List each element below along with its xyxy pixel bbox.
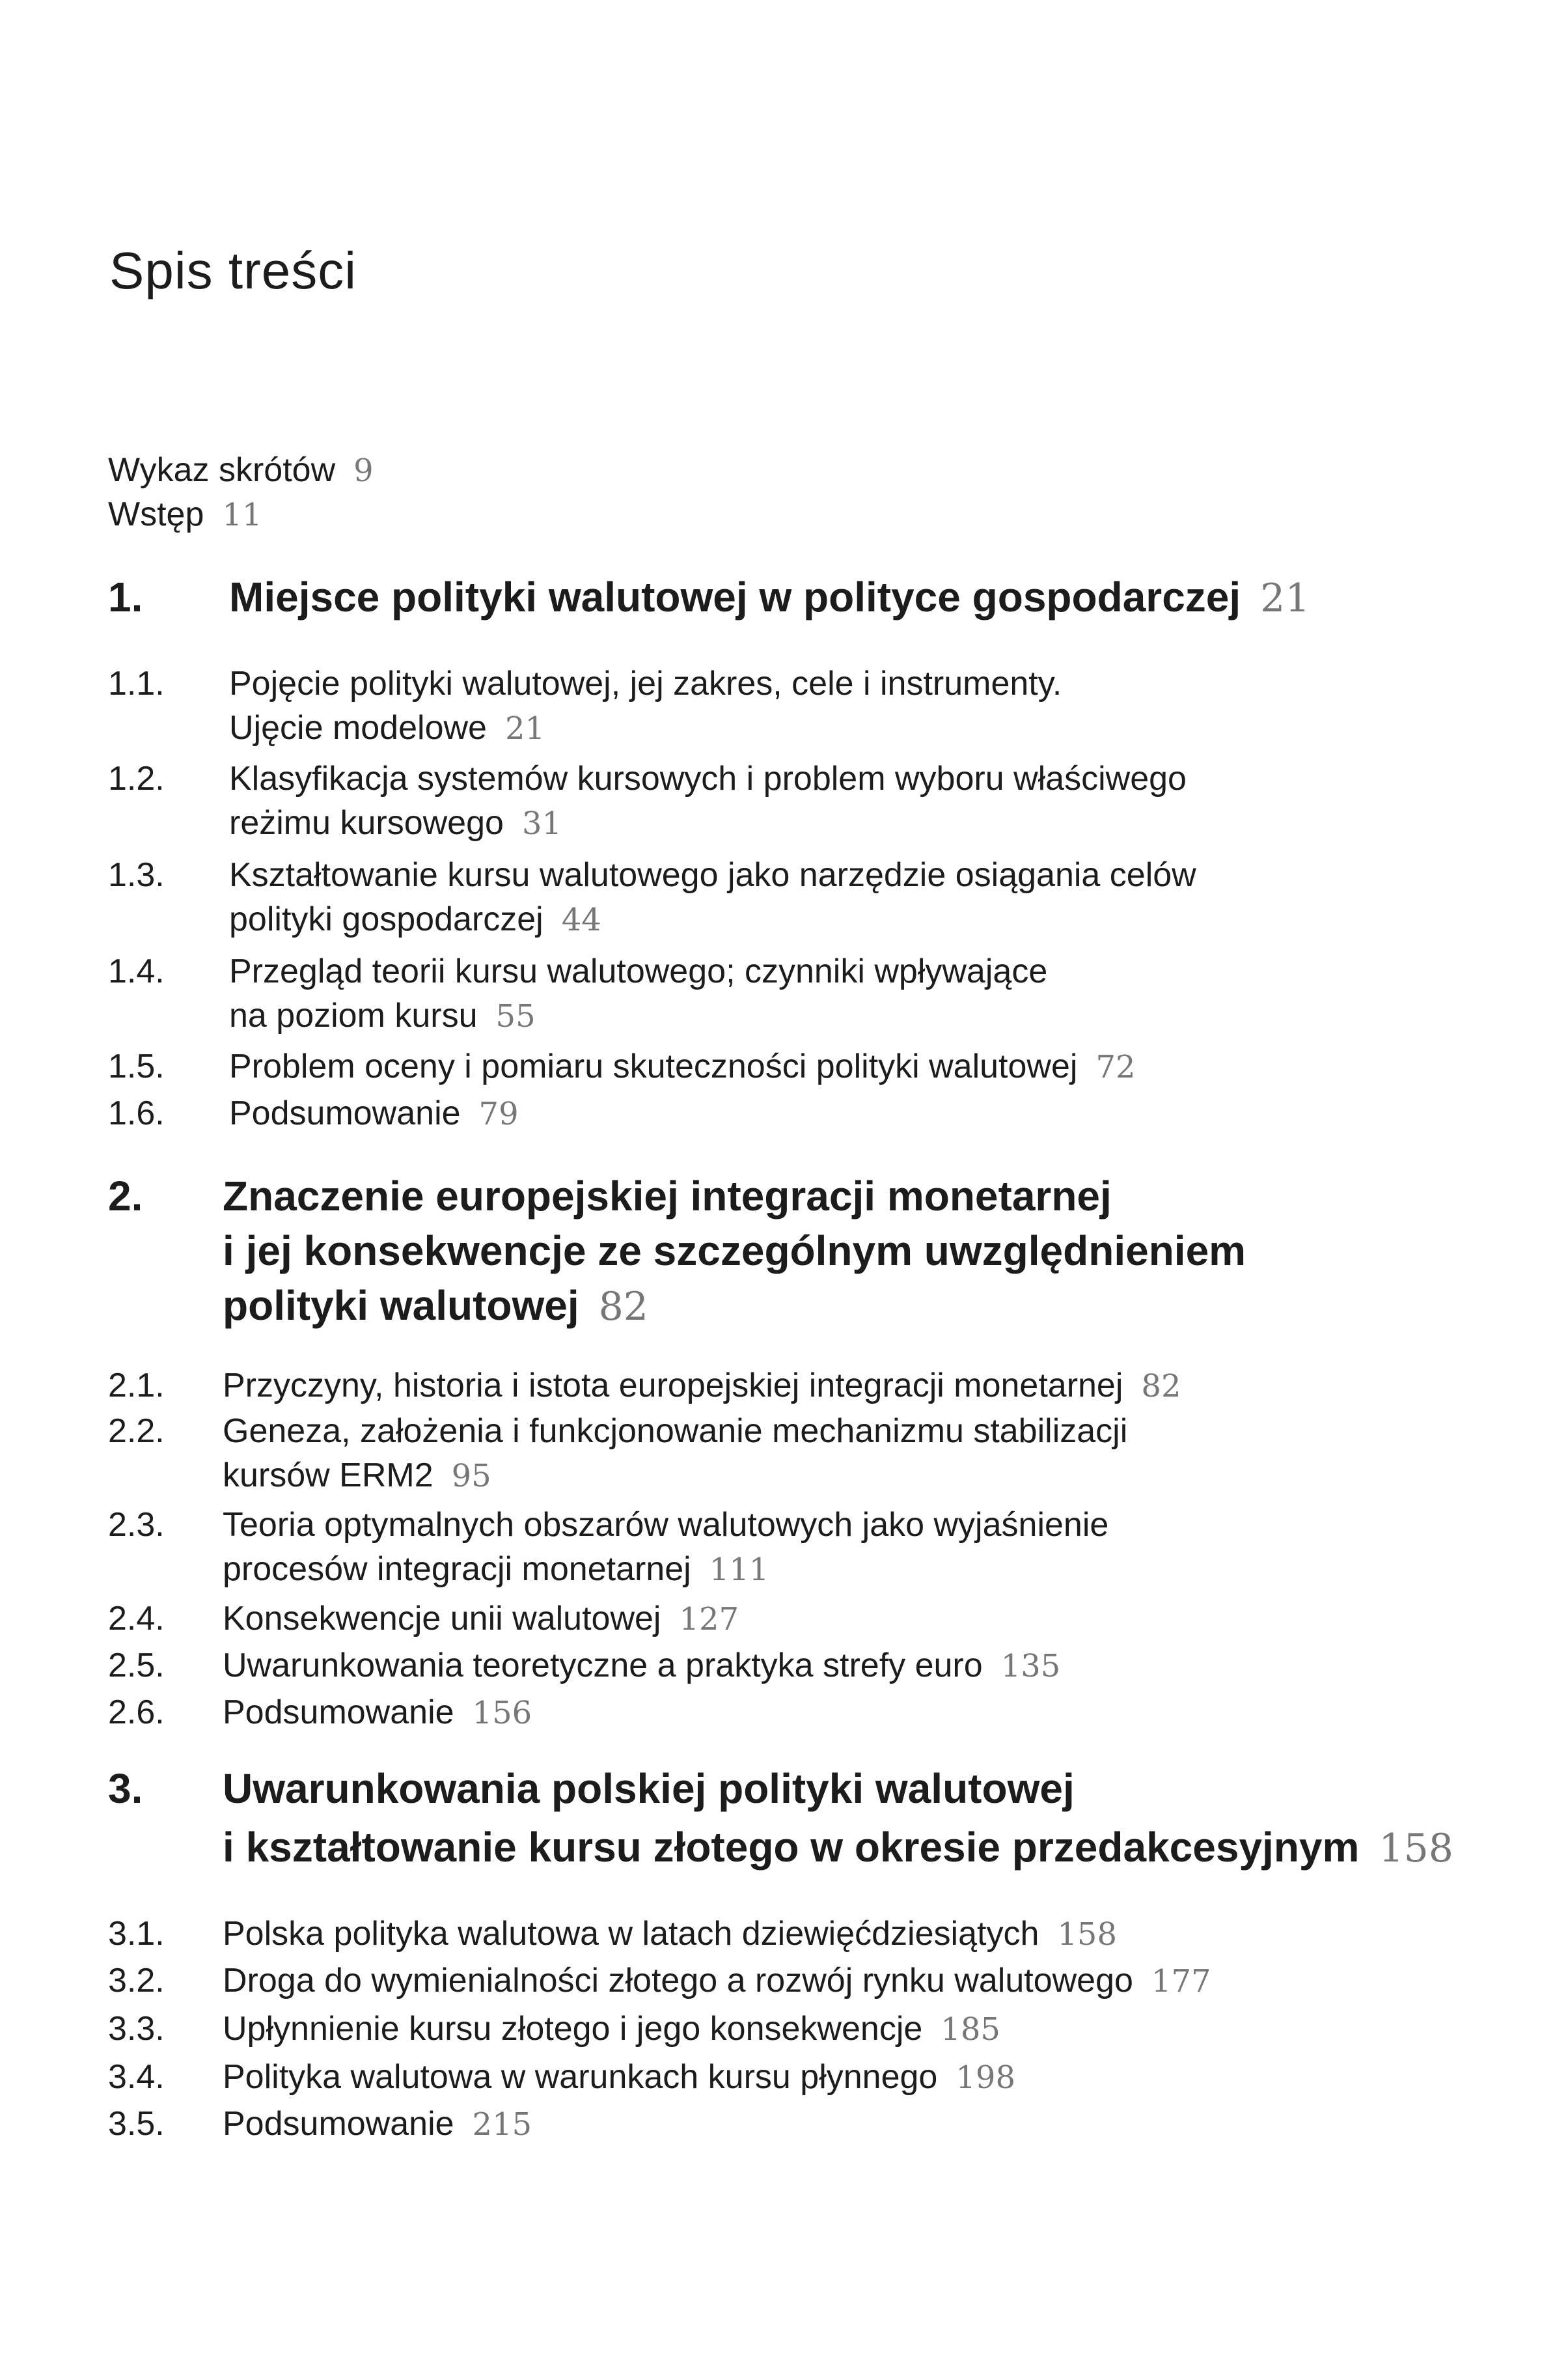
entry-text: Wstęp bbox=[108, 495, 204, 533]
section-title-line: Podsumowanie 156 bbox=[223, 1693, 532, 1731]
section-number: 2.1. bbox=[108, 1367, 165, 1404]
page-number: 44 bbox=[561, 902, 601, 938]
section-number: 1.2. bbox=[108, 760, 165, 798]
section-title-line: Kształtowanie kursu walutowego jako narzędzie osiągania celów bbox=[229, 856, 1196, 894]
section-number: 3.5. bbox=[108, 2105, 165, 2143]
section-number: 1.1. bbox=[108, 665, 165, 703]
section-number: 1.5. bbox=[108, 1048, 165, 1085]
page-number: 111 bbox=[709, 1552, 769, 1588]
section-title-line: Pojęcie polityki walutowej, jej zakres, cele i instrumenty. bbox=[229, 665, 1062, 703]
section-number: 2.5. bbox=[108, 1647, 165, 1684]
section-number: 3.3. bbox=[108, 2010, 165, 2048]
chapter-title-line: i kształtowanie kursu złotego w okresie przedakcesyjnym 158 bbox=[223, 1824, 1453, 1871]
page-title: Spis treści bbox=[109, 242, 357, 299]
section-title-line: Polityka walutowa w warunkach kursu płynnego 198 bbox=[223, 2058, 1015, 2096]
section-title-line: Geneza, założenia i funkcjonowanie mechanizmu stabilizacji bbox=[223, 1412, 1128, 1450]
section-title-line: Droga do wymienialności złotego a rozwój rynku walutowego 177 bbox=[223, 1962, 1211, 1999]
section-number: 2.6. bbox=[108, 1693, 165, 1731]
page-number: 11 bbox=[222, 497, 262, 533]
page-number: 185 bbox=[941, 2011, 1000, 2048]
page-number: 55 bbox=[495, 998, 536, 1035]
section-number: 2.2. bbox=[108, 1412, 165, 1450]
section-title-line: Upłynnienie kursu złotego i jego konsekwencje 185 bbox=[223, 2010, 1000, 2048]
page-number: 31 bbox=[521, 805, 562, 842]
section-number: 3.4. bbox=[108, 2058, 165, 2096]
chapter-title: Miejsce polityki walutowej w polityce gospodarczej 21 bbox=[229, 574, 1310, 621]
page-number: 82 bbox=[1141, 1368, 1181, 1404]
page-number: 135 bbox=[1000, 1648, 1061, 1684]
page-number: 82 bbox=[598, 1284, 648, 1330]
chapter-title-line: polityki walutowej 82 bbox=[223, 1282, 648, 1330]
chapter-title-line: i jej konsekwencje ze szczególnym uwzględnieniem bbox=[223, 1227, 1246, 1274]
section-number: 2.4. bbox=[108, 1600, 165, 1637]
section-title-line: reżimu kursowego 31 bbox=[229, 804, 562, 842]
page-number: 127 bbox=[679, 1601, 739, 1637]
section-number: 1.4. bbox=[108, 953, 165, 990]
chapter-number: 3. bbox=[108, 1765, 143, 1812]
section-number: 2.3. bbox=[108, 1506, 165, 1544]
section-title-line: Podsumowanie 79 bbox=[229, 1094, 519, 1132]
page-number: 156 bbox=[472, 1695, 532, 1731]
section-title-line: kursów ERM2 95 bbox=[223, 1456, 491, 1494]
section-title-line: Podsumowanie 215 bbox=[223, 2105, 532, 2143]
page-number: 177 bbox=[1151, 1963, 1211, 1999]
section-number: 1.6. bbox=[108, 1094, 165, 1132]
page-number: 215 bbox=[472, 2106, 532, 2143]
chapter-number: 1. bbox=[108, 574, 143, 620]
section-title-line: Ujęcie modelowe 21 bbox=[229, 709, 545, 747]
section-title-line: Teoria optymalnych obszarów walutowych jako wyjaśnienie bbox=[223, 1506, 1109, 1544]
section-title-line: Uwarunkowania teoretyczne a praktyka strefy euro 135 bbox=[223, 1647, 1061, 1684]
toc-entry-abbreviations bbox=[108, 451, 374, 490]
page-number: 21 bbox=[504, 710, 545, 747]
page-number: 9 bbox=[353, 453, 374, 489]
section-title-line: Przyczyny, historia i istota europejskiej integracji monetarnej 82 bbox=[223, 1367, 1181, 1404]
page-number: 79 bbox=[478, 1096, 519, 1132]
section-title-line: Polska polityka walutowa w latach dziewięćdziesiątych 158 bbox=[223, 1915, 1117, 1953]
section-title-line: na poziom kursu 55 bbox=[229, 997, 536, 1035]
section-number: 1.3. bbox=[108, 856, 165, 894]
page-number: 95 bbox=[451, 1458, 491, 1494]
section-title-line: Przegląd teorii kursu walutowego; czynniki wpływające bbox=[229, 953, 1048, 990]
toc-entry-introduction bbox=[108, 495, 262, 534]
chapter-title-line: Uwarunkowania polskiej polityki walutowej bbox=[223, 1765, 1075, 1812]
section-number: 3.2. bbox=[108, 1962, 165, 1999]
entry-text: Wykaz skrótów bbox=[108, 451, 336, 489]
section-title-line: Problem oceny i pomiaru skuteczności polityki walutowej 72 bbox=[229, 1048, 1136, 1085]
page-number: 21 bbox=[1260, 576, 1310, 621]
section-title-line: polityki gospodarczej 44 bbox=[229, 900, 601, 938]
section-title-line: procesów integracji monetarnej 111 bbox=[223, 1550, 769, 1588]
section-number: 3.1. bbox=[108, 1915, 165, 1953]
chapter-title-line: Znaczenie europejskiej integracji monetarnej bbox=[223, 1173, 1112, 1219]
page-number: 72 bbox=[1095, 1049, 1136, 1085]
page-number: 198 bbox=[956, 2059, 1015, 2096]
page-number: 158 bbox=[1379, 1826, 1453, 1871]
section-title-line: Klasyfikacja systemów kursowych i problem wyboru właściwego bbox=[229, 760, 1187, 798]
section-title-line: Konsekwencje unii walutowej 127 bbox=[223, 1600, 739, 1637]
page-number: 158 bbox=[1057, 1916, 1117, 1953]
chapter-number: 2. bbox=[108, 1173, 143, 1219]
